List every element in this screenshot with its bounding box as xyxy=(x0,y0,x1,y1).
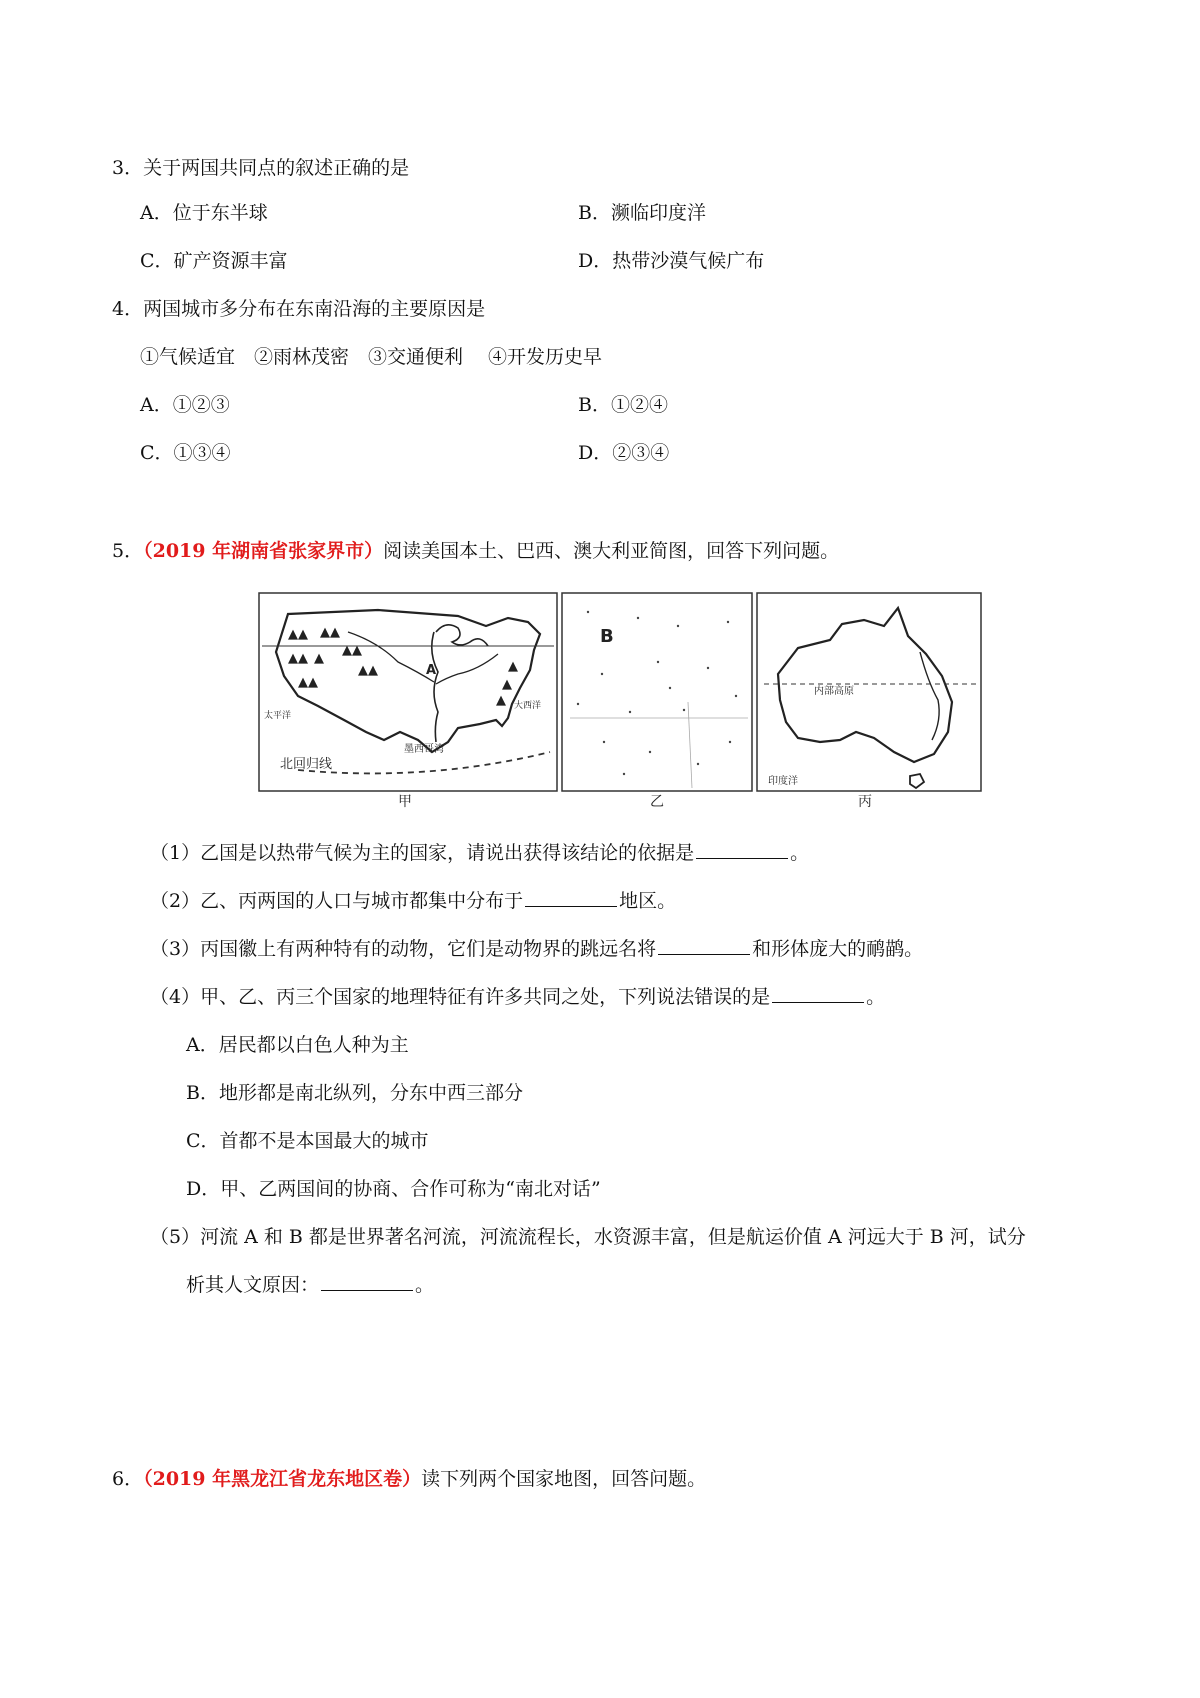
q4-option-b: B．①②④ xyxy=(578,394,668,416)
svg-text:▲: ▲ xyxy=(314,651,324,666)
q5-sub1-text: （1）乙国是以热带气候为主的国家，请说出获得该结论的依据是 xyxy=(150,842,695,864)
q5-heading xyxy=(112,538,839,564)
q5-sub4 xyxy=(150,984,885,1010)
label-pacific: 太平洋 xyxy=(264,711,292,721)
q5-sub5-text: 析其人文原因： xyxy=(186,1274,320,1296)
q5-sub3-text: （3）丙国徽上有两种特有的动物，它们是动物界的跳远名将 xyxy=(150,938,657,960)
river-a-mississippi xyxy=(432,632,438,742)
q5-number: 5． xyxy=(112,540,144,562)
svg-text:▲▲: ▲▲ xyxy=(288,627,308,642)
q4-option-c: C．①③④ xyxy=(140,442,231,464)
q5-sub4-option-d: D．甲、乙两国间的协商、合作可称为“南北对话” xyxy=(186,1178,601,1200)
q5-sub4-option-a: A．居民都以白色人种为主 xyxy=(186,1034,409,1056)
svg-text:▲▲: ▲▲ xyxy=(320,625,340,640)
q5-sub4-option-c: C．首都不是本国最大的城市 xyxy=(186,1130,429,1152)
q5-map-figure xyxy=(258,592,982,810)
q5-sub2-text: （2）乙、丙两国的人口与城市都集中分布于 xyxy=(150,890,524,912)
great-dividing-range xyxy=(920,652,939,740)
q5-sub3-blank[interactable] xyxy=(658,936,750,955)
q5-sub4-end: 。 xyxy=(866,986,886,1008)
q5-sub1-end: 。 xyxy=(790,842,810,864)
label-atlantic: 大西洋 xyxy=(514,701,542,711)
q4-stem: 4．两国城市多分布在东南沿海的主要原因是 xyxy=(112,298,486,320)
svg-text:▲: ▲ xyxy=(508,659,518,674)
q5-sub4-option-b: B．地形都是南北纵列，分东中西三部分 xyxy=(186,1082,523,1104)
q5-sub5-end: 。 xyxy=(415,1274,435,1296)
q5-sub4-text: （4）甲、乙、丙三个国家的地理特征有许多共同之处，下列说法错误的是 xyxy=(150,986,771,1008)
label-tropic: 北回归线 xyxy=(280,757,333,772)
q5-sub2 xyxy=(150,888,676,914)
q6-number: 6． xyxy=(112,1468,144,1490)
svg-text:▲▲: ▲▲ xyxy=(342,643,362,658)
panel-label-bing: 丙 xyxy=(858,794,872,810)
q5-sub3 xyxy=(150,936,923,962)
panel-label-yi: 乙 xyxy=(650,794,664,810)
q4-choices: ①气候适宜 ②雨林茂密 ③交通便利 ④开发历史早 xyxy=(140,346,603,368)
q5-sub3-end: 和形体庞大的鸸鹋。 xyxy=(752,938,924,960)
q3-option-c: C．矿产资源丰富 xyxy=(140,250,288,272)
svg-text:▲▲: ▲▲ xyxy=(298,675,318,690)
q6-source: （2019 年黑龙江省龙东地区卷） xyxy=(143,1468,422,1490)
great-lakes xyxy=(436,625,488,646)
q3-stem: 3．关于两国共同点的叙述正确的是 xyxy=(112,157,410,179)
q4-option-a: A．①②③ xyxy=(140,394,230,416)
q5-sub5-line2 xyxy=(186,1272,434,1298)
svg-text:▲: ▲ xyxy=(502,677,512,692)
q5-sub5-blank[interactable] xyxy=(321,1272,413,1291)
river-ohio xyxy=(436,654,498,684)
tasmania xyxy=(910,774,924,788)
q5-source: （2019 年湖南省张家界市） xyxy=(143,540,384,562)
q5-sub2-blank[interactable] xyxy=(525,888,617,907)
q5-stem: 阅读美国本土、巴西、澳大利亚简图，回答下列问题。 xyxy=(383,540,840,562)
q4-option-d: D．②③④ xyxy=(578,442,670,464)
label-river-b: B xyxy=(600,626,614,647)
map-frame-brazil xyxy=(562,593,752,791)
label-gulf: 墨西哥湾 xyxy=(404,744,444,755)
label-river-a: A xyxy=(426,663,437,678)
tropic-of-cancer-line xyxy=(298,752,550,773)
label-interior: 内部高原 xyxy=(814,686,854,697)
brazil-map xyxy=(577,611,737,775)
label-indian-ocean: 印度洋 xyxy=(768,776,798,787)
panel-label-jia: 甲 xyxy=(398,794,412,810)
rocky-mountains-marks xyxy=(288,625,518,708)
svg-text:▲▲: ▲▲ xyxy=(358,663,378,678)
q6-stem: 读下列两个国家地图，回答问题。 xyxy=(421,1468,707,1490)
q3-option-a: A．位于东半球 xyxy=(140,202,268,224)
q3-option-b: B．濒临印度洋 xyxy=(578,202,706,224)
q5-sub5-line1: （5）河流 A 和 B 都是世界著名河流，河流流程长，水资源丰富，但是航运价值 A 河远大于 B 河，试分 xyxy=(150,1226,1026,1248)
q5-sub1-blank[interactable] xyxy=(696,840,788,859)
australia-outline xyxy=(778,608,952,762)
q5-sub4-blank[interactable] xyxy=(772,984,864,1003)
brazil-meridian-line xyxy=(688,702,692,788)
q3-option-d: D．热带沙漠气候广布 xyxy=(578,250,765,272)
q5-sub1 xyxy=(150,840,809,866)
q5-sub2-end: 地区。 xyxy=(619,890,677,912)
svg-text:▲: ▲ xyxy=(496,693,506,708)
svg-text:▲▲: ▲▲ xyxy=(288,651,308,666)
q6-heading xyxy=(112,1466,706,1492)
